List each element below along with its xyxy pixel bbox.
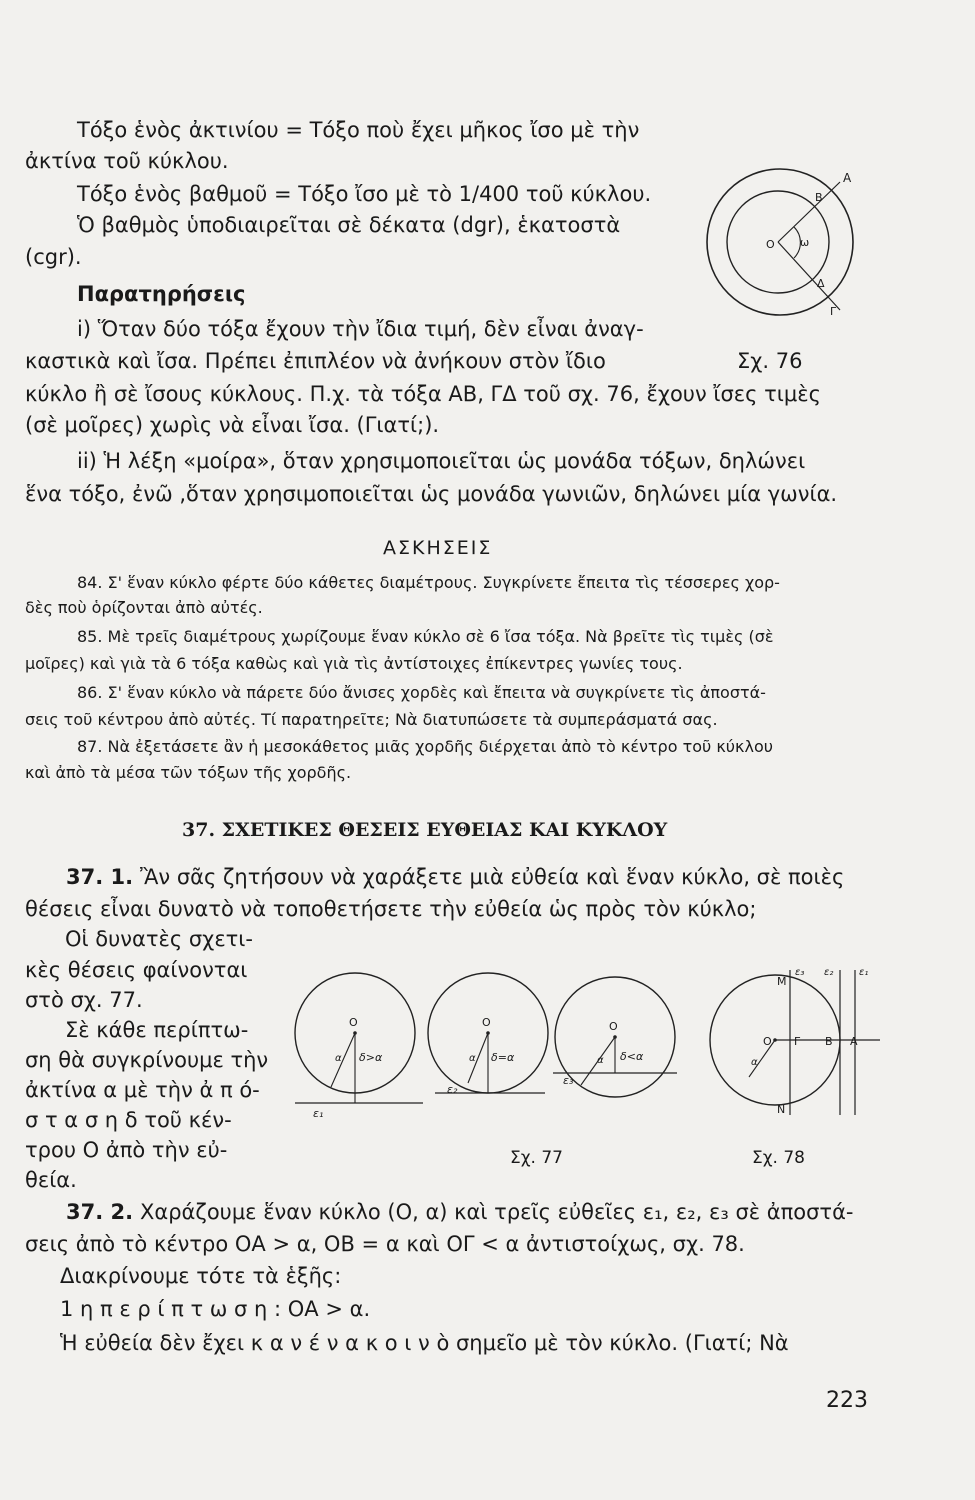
label-G: Γ xyxy=(830,305,837,318)
text-line: (cgr). xyxy=(25,245,82,269)
label-N: N xyxy=(777,1103,786,1116)
text-line: Ἂν σᾶς ζητήσουν νὰ χαράξετε μιὰ εὐθεία καὶ ἕναν κύκλο, σὲ ποιὲς xyxy=(140,865,845,889)
text-line: Οἱ δυνατὲς σχετι- xyxy=(65,927,253,951)
exercises-title: ΑΣΚΗΣΕΙΣ xyxy=(383,537,493,559)
label-d-eq-a: δ=α xyxy=(491,1051,515,1064)
figure-76 xyxy=(690,170,870,330)
label-e1: ε₁ xyxy=(859,967,869,978)
label-e3: ε₃ xyxy=(795,967,805,978)
figure-78-caption: Σχ. 78 xyxy=(752,1148,806,1168)
text-line: Σὲ κάθε περίπτω- xyxy=(65,1018,249,1042)
label-B: B xyxy=(815,191,823,204)
text-line: σεις ἀπὸ τὸ κέντρο ΟΑ > α, ΟΒ = α καὶ ΟΓ < α ἀντιστοίχως, σχ. 78. xyxy=(25,1232,745,1256)
label-D: Δ xyxy=(817,277,825,290)
text-line: 1 η π ε ρ ί π τ ω σ η : ΟΑ > α. xyxy=(60,1297,371,1321)
label-alpha: α xyxy=(469,1053,476,1064)
label-O: O xyxy=(766,238,775,251)
label-alpha: α xyxy=(597,1055,604,1066)
text-line: στὸ σχ. 77. xyxy=(25,988,143,1012)
label-A: A xyxy=(843,171,852,185)
text-line: ἀκτίνα α μὲ τὴν ἀ π ό- xyxy=(25,1078,260,1102)
label-d-lt-a: δ<α xyxy=(620,1050,644,1063)
text-line: (σὲ μοῖρες) χωρὶς νὰ εἶναι ἴσα. (Γιατί;). xyxy=(25,413,440,437)
exercise-87: 87. Νὰ ἐξετάσετε ἂν ἡ μεσοκάθετος μιᾶς χορδῆς διέρχεται ἀπὸ τὸ κέντρο τοῦ κύκλου xyxy=(77,737,773,756)
label-omega: ω xyxy=(800,236,810,249)
text-line: ἀκτίνα τοῦ κύκλου. xyxy=(25,149,229,173)
exercise-85: 85. Μὲ τρεῖς διαμέτρους χωρίζουμε ἕναν κύκλο σὲ 6 ἴσα τόξα. Νὰ βρεῖτε τὶς τιμὲς (σὲ xyxy=(77,627,774,646)
text-line: Ἡ εὐθεία δὲν ἔχει κ α ν έ ν α κ ο ι ν ὸ σημεῖο μὲ τὸν κύκλο. (Γιατί; Νὰ xyxy=(60,1331,789,1355)
text-line: i) Ὅταν δύο τόξα ἔχουν τὴν ἴδια τιμή, δὲν εἶναι ἀναγ- xyxy=(77,317,644,341)
text-line: Διακρίνουμε τότε τὰ ἑξῆς: xyxy=(60,1264,342,1288)
label-O: O xyxy=(482,1016,491,1029)
figure-76-caption: Σχ. 76 xyxy=(737,349,803,373)
text-line: θέσεις εἶναι δυνατὸ νὰ τοποθετήσετε τὴν εὐθεία ὡς πρὸς τὸν κύκλο; xyxy=(25,897,757,921)
text-line: κύκλο ἢ σὲ ἴσους κύκλους. Π.χ. τὰ τόξα ΑΒ, ΓΔ τοῦ σχ. 76, ἔχουν ἴσες τιμὲς xyxy=(25,382,821,406)
exercise-85-cont: μοῖρες) καὶ γιὰ τὰ 6 τόξα καθὼς καὶ γιὰ τὶς ἀντίστοιχες ἐπίκεντρες γωνίες τους. xyxy=(25,654,683,673)
text-line: Ὁ βαθμὸς ὑποδιαιρεῖται σὲ δέκατα (dgr), ἑκατοστὰ xyxy=(77,213,621,237)
figure-78 xyxy=(705,965,885,1135)
label-alpha: α xyxy=(751,1057,758,1068)
exercise-86: 86. Σ' ἕναν κύκλο νὰ πάρετε δύο ἄνισες χορδὲς καὶ ἔπειτα νὰ συγκρίνετε τὶς ἀποστά- xyxy=(77,683,766,702)
label-e1: ε₁ xyxy=(313,1107,324,1120)
exercise-87-cont: καὶ ἀπὸ τὰ μέσα τῶν τόξων τῆς χορδῆς. xyxy=(25,763,352,782)
section-title: 37. ΣΧΕΤΙΚΕΣ ΘΕΣΕΙΣ ΕΥΘΕΙΑΣ ΚΑΙ ΚΥΚΛΟΥ xyxy=(182,819,668,841)
label-e3: ε₃ xyxy=(563,1074,574,1087)
para-number: 37. 2. xyxy=(66,1200,134,1224)
label-e2: ε₂ xyxy=(447,1083,458,1096)
label-A: A xyxy=(850,1035,858,1048)
text-line: καστικὰ καὶ ἴσα. Πρέπει ἐπιπλέον νὰ ἀνήκουν στὸν ἴδιο xyxy=(25,349,606,373)
exercise-84-cont: δὲς ποὺ ὁρίζονται ἀπὸ αὐτές. xyxy=(25,598,263,617)
text-line: Τόξο ἑνὸς ἀκτινίου = Τόξο ποὺ ἔχει μῆκος ἴσο μὲ τὴν xyxy=(77,118,640,142)
remarks-title: Παρατηρήσεις xyxy=(77,282,246,306)
label-O: O xyxy=(763,1035,772,1048)
text-line: Τόξο ἑνὸς βαθμοῦ = Τόξο ἴσο μὲ τὸ 1/400 τοῦ κύκλου. xyxy=(77,182,652,206)
label-d-gt-a: δ>α xyxy=(359,1051,383,1064)
label-B: B xyxy=(825,1035,833,1048)
exercise-84: 84. Σ' ἕναν κύκλο φέρτε δύο κάθετες διαμέτρους. Συγκρίνετε ἔπειτα τὶς τέσσερες χορ- xyxy=(77,573,780,592)
text-line: ii) Ἡ λέξη «μοίρα», ὅταν χρησιμοποιεῖται ὡς μονάδα τόξων, δηλώνει xyxy=(77,449,806,473)
label-O: O xyxy=(349,1016,358,1029)
label-e2: ε₂ xyxy=(824,967,834,978)
label-M: M xyxy=(777,975,787,988)
text-line: ἕνα τόξο, ἐνῶ ,ὅταν χρησιμοποιεῖται ὡς μονάδα γωνιῶν, δηλώνει μία γωνία. xyxy=(25,482,838,506)
text-line: τρου Ο ἀπὸ τὴν εὐ- xyxy=(25,1138,228,1162)
text-line: σ τ α σ η δ τοῦ κέν- xyxy=(25,1108,232,1132)
label-G: Γ xyxy=(794,1035,801,1048)
figure-77-caption: Σχ. 77 xyxy=(510,1148,564,1168)
text-line: Χαράζουμε ἕναν κύκλο (Ο, α) καὶ τρεῖς εὐθεῖες ε₁, ε₂, ε₃ σὲ ἀποστά- xyxy=(140,1200,854,1224)
exercise-86-cont: σεις τοῦ κέντρου ἀπὸ αὐτές. Τί παρατηρεῖτε; Νὰ διατυπώσετε τὰ συμπεράσματά σας. xyxy=(25,710,718,729)
page-number: 223 xyxy=(826,1388,868,1413)
text-line: κὲς θέσεις φαίνονται xyxy=(25,958,248,982)
text-line: θεία. xyxy=(25,1168,77,1192)
label-alpha: α xyxy=(335,1053,342,1064)
text-line: ση θὰ συγκρίνουμε τὴν xyxy=(25,1048,269,1072)
para-number: 37. 1. xyxy=(66,865,134,889)
label-O: O xyxy=(609,1020,618,1033)
figure-77 xyxy=(295,965,705,1140)
